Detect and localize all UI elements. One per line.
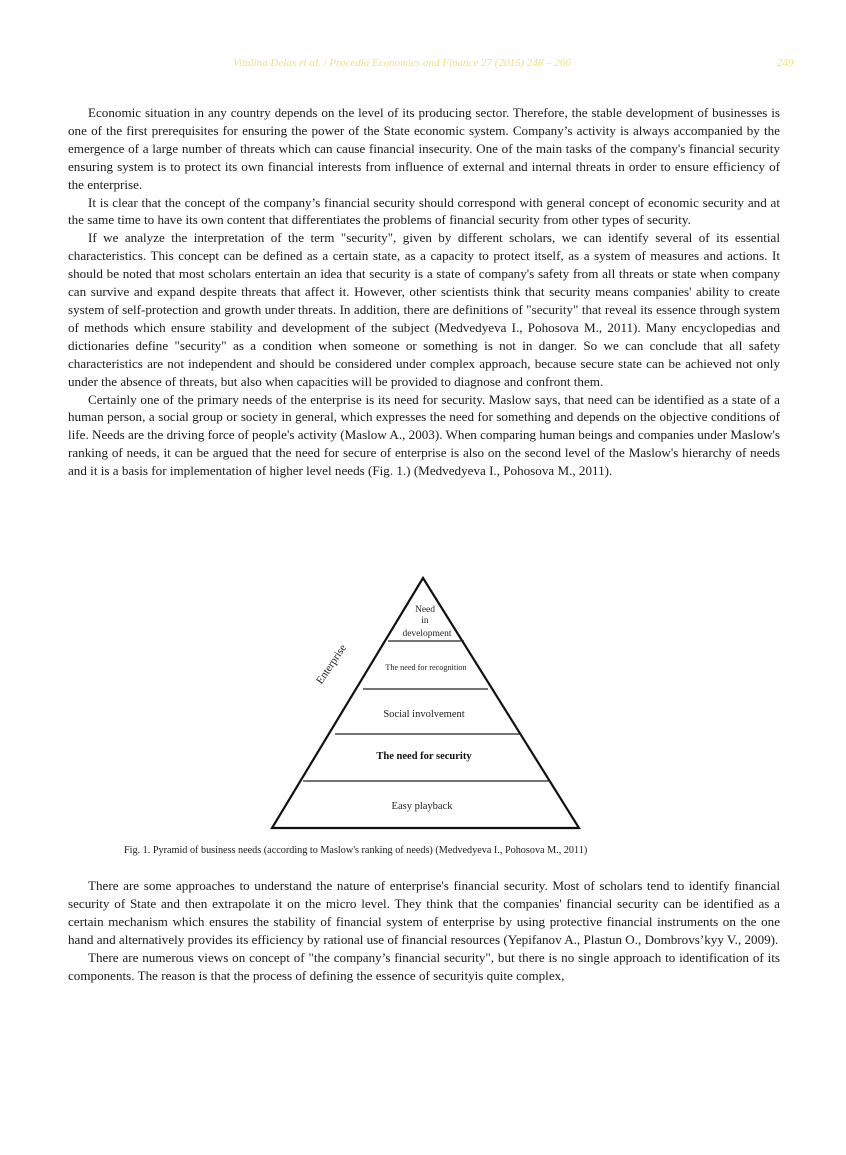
paragraph: There are some approaches to understand the nature of enterprise's financial security. Most of scholars tend to identify financial security of State and then extrapolate it on the micro level. They think that the companies' financial security can be identified as a certain mechanism which ensures the stability of financial system of enterprise by using protective financial instruments on the one hand and alternatively provides its efficiency by rational use of financial resources (Yepifanov A., Plastun O., Dombrovs’kyy V., 2009). [68,878,780,947]
paragraph: If we analyze the interpretation of the term "security", given by different scholars, we can identify several of its essential characteristics. This concept can be defined as a certain state, as a capacity to protect itself, as a system of measures and actions. It should be noted that most scholars entertain an idea that security is a state of company's safety from all threats or state when company can survive and expand despite threats that affect it. However, other scientists think that security means companies' ability to create system of self-protection and growth under threats. In addition, there are definitions of "security" that reveal its essence through system of methods which ensure stability and development of the subject (Medvedyeva I., Pohosova M., 2011). Many encyclopedias and dictionaries define "security" as a condition when someone or something is not in danger. So we can conclude that all safety characteristics are not independent and should be considered under complex approach, because secure state can be achieved not only under the absence of threats, but also when capacities will be provided to diagnose and confront them. [68,230,780,389]
enterprise-side-label: Enterprise [313,642,350,687]
level-recognition: The need for recognition [385,663,467,672]
level-security: The need for security [376,751,472,762]
level-top-line3: development [402,629,452,639]
level-playback: Easy playback [391,801,453,812]
running-header [0,57,846,73]
page-number: 249 [777,57,794,69]
paragraph: Certainly one of the primary needs of the enterprise is its need for security. Maslow says, that need can be identified as a state of a human person, a social group or society in general, which expresses the need for something and depends on the objective conditions of life. Needs are the driving force of people's activity (Maslow A., 2003). When comparing human beings and companies under Maslow's ranking of needs, it can be argued that the need for secure of enterprise is also on the second level of the Maslow's hierarchy of needs and it is a basis for implementation of higher level needs (Fig. 1.) (Medvedyeva I., Pohosova M., 2011). [68,391,780,479]
figure-caption: Fig. 1. Pyramid of business needs (according to Maslow's ranking of needs) (Medvedyeva I., Pohosova M., 2011) [124,845,588,856]
body-text-bottom [68,877,780,984]
body-text-top [68,104,780,480]
paragraph: There are numerous views on concept of "the company’s financial security", but there is no single approach to identification of its components. The reason is that the process of defining the essence of securityis quite complex, [68,949,780,983]
level-top-line1: Need [414,605,436,615]
paragraph: Economic situation in any country depends on the level of its producing sector. Therefore, the stable development of businesses is one of the first prerequisites for ensuring the power of the State economic system. Company’s activity is always accompanied by the emergence of a large number of threats which can cause financial insecurity. One of the main tasks of the company's financial security ensuring system is to protect its own financial interests from influence of external and internal threats in order to ensure efficiency of the enterprise. [68,105,780,192]
needs-pyramid-figure [262,572,592,837]
level-social: Social involvement [383,709,465,720]
level-top-line2: in [421,616,429,626]
paragraph: It is clear that the concept of the company’s financial security should correspond with general concept of economic security and at the same time to have its own content that differentiates the problems of financial security from other types of security. [68,194,780,228]
header-citation: Vitalina Delas et al. / Procedia Economics and Finance 27 (2015) 248 – 266 [233,57,571,69]
